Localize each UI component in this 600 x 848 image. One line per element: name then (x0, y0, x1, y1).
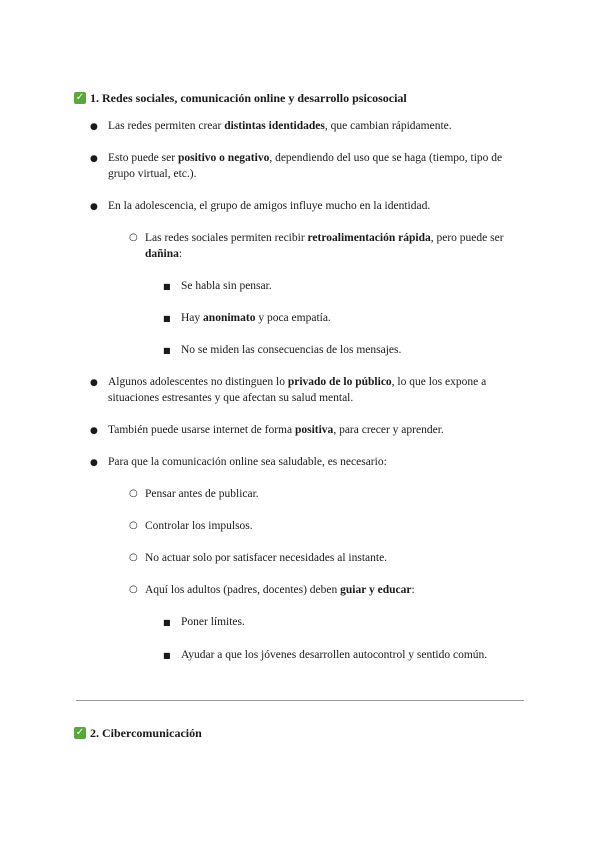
bullet-icon: ● (90, 202, 98, 212)
list-item: Poner límites. (181, 616, 245, 628)
bullet-icon: ● (90, 378, 98, 388)
list-item: Las redes sociales permiten recibir retroalimentación rápida, pero puede ser dañina: (145, 232, 504, 260)
horizontal-divider (76, 700, 524, 701)
list-item: Aquí los adultos (padres, docentes) deben guiar y educar: (145, 584, 415, 596)
list-item: No actuar solo por satisfacer necesidades al instante. (145, 552, 388, 564)
list-item: Se habla sin pensar. (181, 280, 272, 292)
bullet-icon: ● (90, 426, 98, 436)
list-item: Esto puede ser positivo o negativo, dependiendo del uso que se haga (tiempo, tipo de grupo virtual, etc.). (108, 152, 503, 180)
list-item: Controlar los impulsos. (145, 520, 253, 532)
bullet-icon: ○ (129, 232, 138, 243)
check-mark-icon: ✓ (75, 727, 85, 738)
list-item: Algunos adolescentes no distinguen lo privado de lo público, lo que los expone a situaciones estresantes y que afectan su salud mental. (108, 376, 487, 404)
bullet-icon: ● (90, 154, 98, 164)
bullet-icon: ■ (163, 282, 171, 291)
bullet-icon: ○ (129, 488, 138, 499)
list-item: En la adolescencia, el grupo de amigos influye mucho en la identidad. (108, 200, 431, 212)
section-2-title: 2. Cibercomunicación (90, 726, 202, 740)
list-item: También puede usarse internet de forma positiva, para crecer y aprender. (108, 424, 444, 436)
list-item: Hay anonimato y poca empatía. (181, 312, 331, 324)
bullet-icon: ■ (163, 618, 171, 627)
bullet-icon: ○ (129, 584, 138, 595)
section-1-heading (74, 90, 407, 106)
bullet-icon: ■ (163, 314, 171, 323)
bullet-icon: ○ (129, 552, 138, 563)
bullet-icon: ● (90, 458, 98, 468)
section-1-title: 1. Redes sociales, comunicación online y desarrollo psicosocial (90, 91, 407, 105)
bullet-icon: ■ (163, 651, 171, 660)
list-item: Las redes permiten crear distintas identidades, que cambian rápidamente. (108, 120, 452, 132)
bullet-icon: ● (90, 122, 98, 132)
list-item: No se miden las consecuencias de los mensajes. (181, 344, 402, 356)
check-mark-icon: ✓ (75, 92, 85, 103)
bullet-icon: ■ (163, 346, 171, 355)
section-2-heading (74, 725, 202, 741)
list-item: Para que la comunicación online sea saludable, es necesario: (108, 456, 387, 468)
bullet-icon: ○ (129, 520, 138, 531)
list-item: Pensar antes de publicar. (145, 488, 259, 500)
list-item: Ayudar a que los jóvenes desarrollen autocontrol y sentido común. (181, 649, 488, 661)
